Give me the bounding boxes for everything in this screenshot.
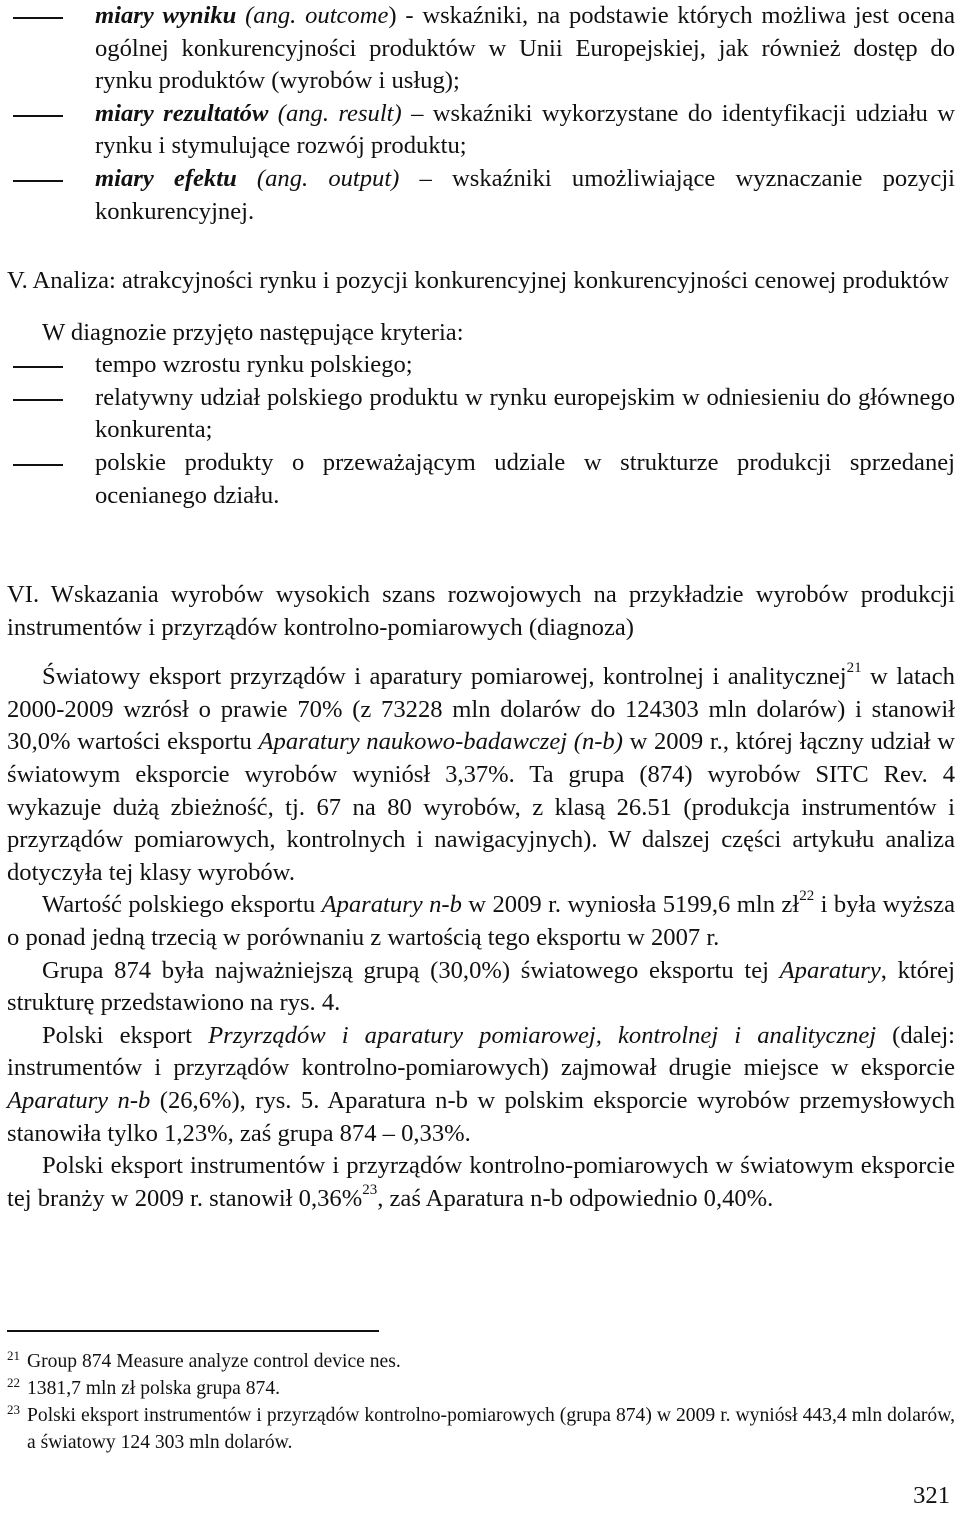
footnote — [7, 1348, 955, 1375]
italic-term: Aparatury naukowo-badawczej (n-b) — [258, 728, 623, 756]
text-run: , której strukturę przedstawiono na rys. 4. — [7, 956, 955, 1017]
page-number: 321 — [913, 1482, 950, 1509]
text-run: , zaś Aparatura n-b odpowiednio 0,40%. — [377, 1184, 774, 1212]
measure-description: - wskaźniki, na podstawie których możliwa jest ocena ogólnej konkurencyjności produktów w Unii Europejskiej, jak również dostęp do rynku produktów (wyrobów i usług); — [95, 2, 956, 95]
footnote-text: Group 874 Measure analyze control device nes. — [27, 1351, 401, 1372]
measure-paren: (ang. — [268, 99, 339, 127]
list-item: relatywny udział polskiego produktu w rynku europejskim w odniesieniu do głównego konkurenta; — [7, 382, 955, 447]
paragraph — [7, 955, 955, 1020]
text-run: Polski eksport instrumentów i przyrządów kontrolno-pomiarowych w światowym eksporcie tej branży w 2009 r. stanowił 0,36% — [7, 1152, 955, 1212]
footnote-text: 1381,7 mln zł polska grupa 874. — [27, 1378, 281, 1399]
measure-english-term: output) — [328, 164, 400, 192]
measure-paren: (ang. — [236, 164, 329, 192]
text-run: Światowy eksport przyrządów i aparatury pomiarowej, kontrolnej i analitycznej — [42, 663, 847, 691]
footnote — [7, 1375, 955, 1402]
text-run: Wartość polskiego eksportu — [42, 891, 322, 919]
measure-paren-close: ) — [388, 2, 397, 29]
text-run: (dalej: instrumentów i przyrządów kontrolno-pomiarowych) zajmował drugie miejsce w eksporcie — [7, 1021, 956, 1082]
italic-term: Aparatury n-b — [321, 891, 462, 919]
footnote-ref[interactable]: 22 — [799, 888, 815, 905]
footnote-ref[interactable]: 21 — [846, 660, 862, 677]
list-item: tempo wzrostu rynku polskiego; — [7, 349, 955, 382]
text-run: (26,6%), rys. 5. Aparatura n-b w polskim eksporcie wyrobów przemysłowych stanowiła tylko 1,23%, zaś grupa 874 – 0,33%. — [7, 1086, 955, 1147]
measures-list — [7, 0, 955, 228]
text-run: w 2009 r. wyniosła 5199,6 mln zł — [461, 891, 800, 919]
list-item — [7, 98, 955, 163]
section-heading: V. Analiza: atrakcyjności rynku i pozycji konkurencyjnej konkurencyjności cenowej produktów — [7, 267, 950, 294]
measure-term: miary efektu — [95, 164, 237, 192]
section-vi — [7, 579, 955, 1215]
text-run: i była wyższa o ponad jedną trzecią w porównaniu z wartością tego eksportu w 2007 r. — [7, 891, 955, 951]
footnote-divider — [7, 1330, 379, 1332]
measure-description: – wskaźniki wykorzystane do identyfikacji udziału w rynku i stymulujące rozwój produktu; — [95, 99, 955, 160]
footnote-ref[interactable]: 23 — [362, 1181, 378, 1198]
italic-term: Aparatury n-b — [7, 1086, 151, 1114]
list-item: polskie produkty o przeważającym udziale w strukturze produkcji sprzedanej ocenianego działu. — [7, 447, 955, 512]
list-item — [7, 163, 955, 228]
measure-term: miary wyniku — [95, 2, 237, 29]
paragraph — [7, 1150, 955, 1215]
measure-paren: (ang. — [236, 2, 306, 29]
paragraph — [7, 1020, 955, 1150]
footnotes — [7, 1348, 955, 1456]
measure-description: – wskaźniki umożliwiające wyznaczanie pozycji konkurencyjnej. — [95, 164, 955, 225]
footnote — [7, 1402, 955, 1456]
italic-term: Aparatury — [779, 956, 881, 984]
text-run: w 2009 r., której łączny udział w światowym eksporcie wyrobów wyniósł 3,37%. Ta grupa (874) wyrobów SITC Rev. 4 wykazuje dużą zbieżność, tj. 67 na 80 wyrobów, z klasą 26.51 (produkcja instrumentów i przyrządów pomiarowych, kontrolnych i nawigacyjnych). W dalszej części artykułu analiza dotyczyła tej klasy wyrobów. — [7, 728, 955, 886]
measure-english-term: result) — [338, 99, 402, 127]
footnote-number: 21 — [7, 1348, 20, 1363]
section-heading: VI. Wskazania wyrobów wysokich szans rozwojowych na przykładzie wyrobów produkcji instrumentów i przyrządów kontrolno-pomiarowych (diagnoza) — [7, 581, 955, 641]
footnote-number: 23 — [7, 1402, 20, 1417]
text-run: w latach 2000-2009 wzrósł o prawie 70% (z 73228 mln dolarów do 124303 mln dolarów) i stanowił 30,0% wartości eksportu — [7, 663, 955, 756]
measure-english-term: outcome — [305, 2, 389, 29]
italic-term: Przyrządów i aparatury pomiarowej, kontrolnej i analitycznej — [208, 1021, 877, 1049]
footnote-text: Polski eksport instrumentów i przyrządów kontrolno-pomiarowych (grupa 874) w 2009 r. wyniósł 443,4 mln dolarów, a światowy 124 303 mln dolarów. — [27, 1405, 955, 1453]
measure-term: miary rezultatów — [95, 99, 269, 127]
list-item — [7, 0, 955, 98]
footnote-number: 22 — [7, 1375, 20, 1390]
text-run: Grupa 874 była najważniejszą grupą (30,0%) światowego eksportu tej — [42, 956, 780, 984]
paragraph — [7, 889, 955, 954]
criteria-intro: W diagnozie przyjęto następujące kryteria: — [42, 318, 464, 346]
section-v — [7, 265, 955, 512]
paragraph — [7, 661, 955, 889]
text-run: Polski eksport — [42, 1021, 209, 1049]
